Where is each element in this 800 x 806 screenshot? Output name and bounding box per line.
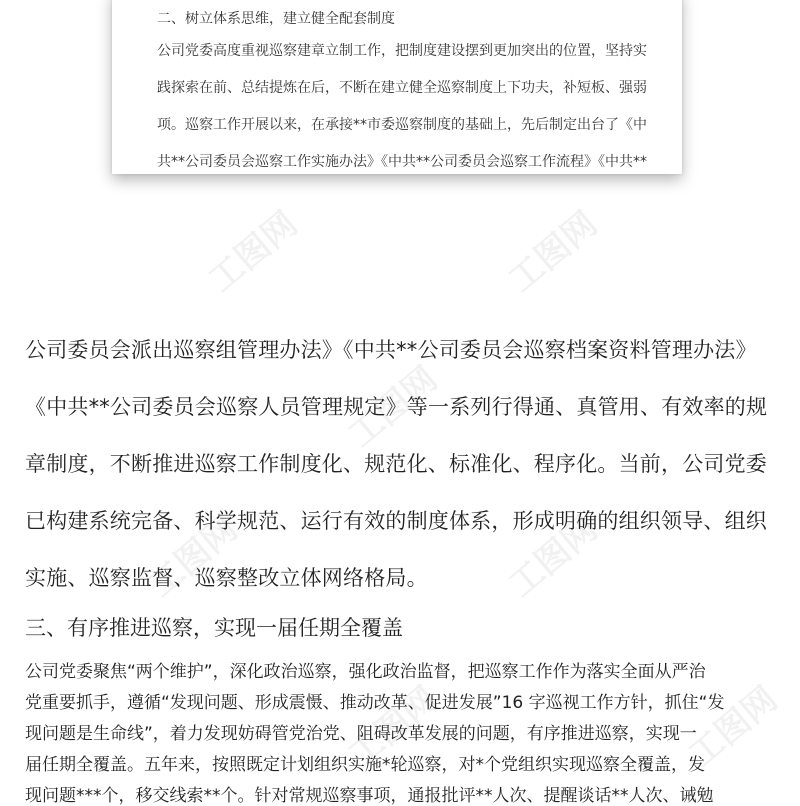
section-heading: 三、有序推进巡察，实现一届任期全覆盖 <box>25 616 403 640</box>
paragraph-line: 公司党委聚焦“两个维护”，深化政治巡察，强化政治监督，把巡察工作作为落实全面从严治 <box>25 662 706 682</box>
paragraph-line: 现问题是生命线”，着力发现妨碍管党治党、阻碍改革发展的问题，有序推进巡察，实现一 <box>25 724 697 744</box>
body-text-line: 实施、巡察监督、巡察整改立体网络格局。 <box>25 566 428 590</box>
page-preview-card <box>112 0 682 174</box>
body-text-line: 公司委员会派出巡察组管理办法》《中共**公司委员会巡察档案资料管理办法》 <box>25 338 757 362</box>
watermark: 工图网 <box>501 204 606 301</box>
watermark: 工图网 <box>341 359 446 456</box>
paragraph-line: 党重要抓手，遵循“发现问题、形成震慑、推动改革、促进发展”16 字巡视工作方针，抓住“发 <box>25 693 725 713</box>
watermark: 工图网 <box>501 509 606 606</box>
body-text-line: 《中共**公司委员会巡察人员管理规定》等一系列行得通、真管用、有效率的规 <box>25 395 768 419</box>
watermark: 工图网 <box>341 679 446 776</box>
card-text-line: 共**公司委员会巡察工作实施办法》《中共**公司委员会巡察工作流程》《中共** <box>157 154 647 170</box>
paragraph-line: 现问题***个，移交线索**个。针对常规巡察事项，通报批评**人次、提醒谈话**人次、诫勉 <box>25 786 714 806</box>
watermark: 工图网 <box>201 204 306 301</box>
body-text-line: 章制度，不断推进巡察工作制度化、规范化、标准化、程序化。当前，公司党委 <box>25 452 767 476</box>
card-text-line: 项。巡察工作开展以来，在承接**市委巡察制度的基础上，先后制定出台了《中 <box>157 117 647 133</box>
watermark: 工图网 <box>141 509 246 606</box>
paragraph-line: 届任期全覆盖。五年来，按照既定计划组织实施*轮巡察，对*个党组织实现巡察全覆盖，发 <box>25 755 705 775</box>
watermark: 工图网 <box>681 679 786 776</box>
card-section-heading: 二、树立体系思维，建立健全配套制度 <box>157 11 395 27</box>
card-text-line: 践探索在前、总结提炼在后，不断在建立健全巡察制度上下功夫，补短板、强弱 <box>157 80 647 96</box>
body-text-line: 已构建系统完备、科学规范、运行有效的制度体系，形成明确的组织领导、组织 <box>25 509 767 533</box>
card-text-line: 公司党委高度重视巡察建章立制工作，把制度建设摆到更加突出的位置，坚持实 <box>157 43 647 59</box>
